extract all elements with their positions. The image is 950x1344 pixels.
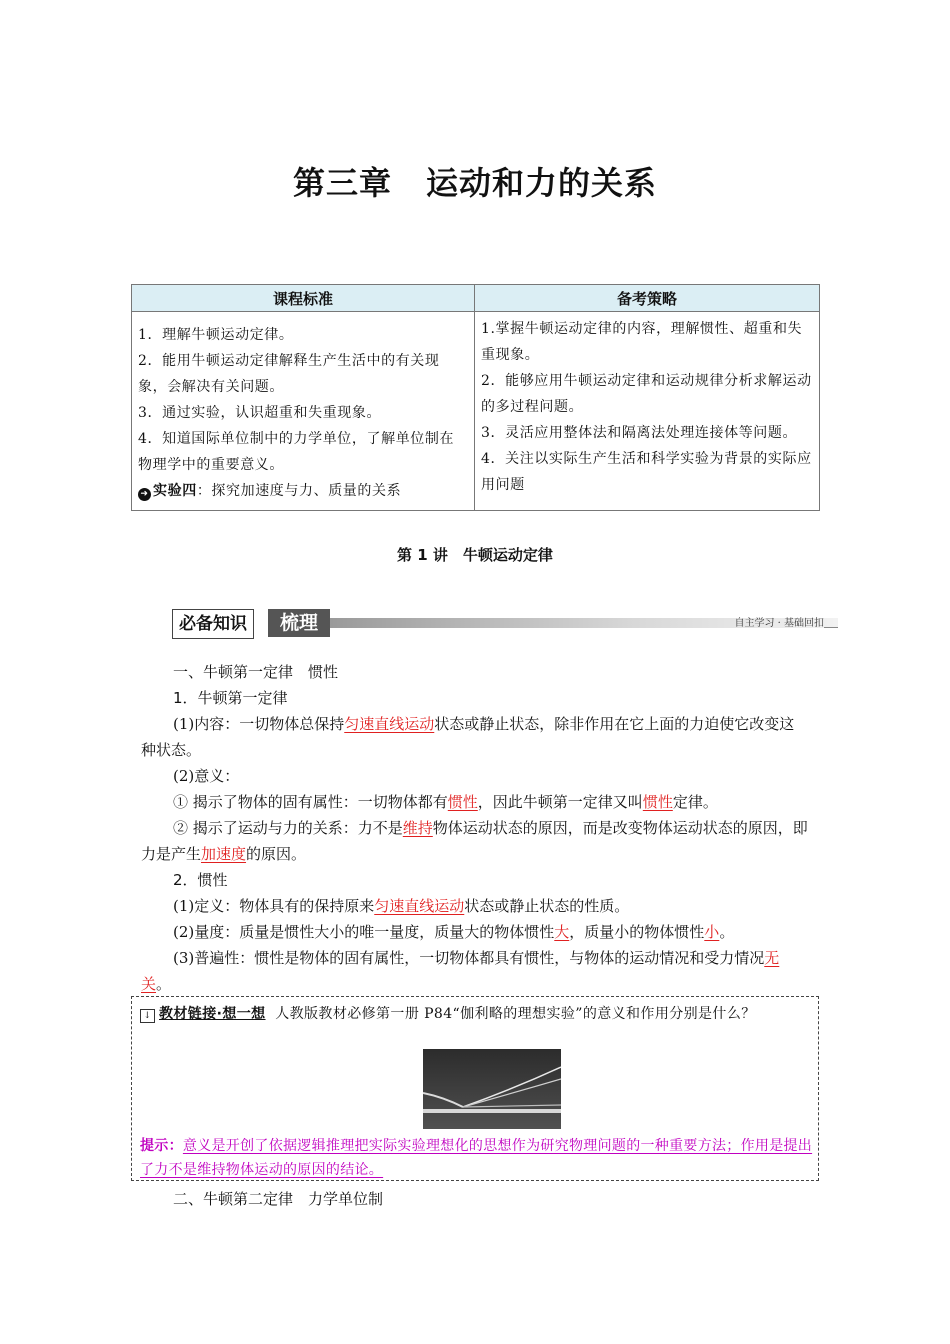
subheading-newton-first: 1．牛顿第一定律 xyxy=(173,689,288,707)
strategy-item: 3．灵活应用整体法和隔离法处理连接体等问题。 xyxy=(481,425,798,441)
paragraph-content: (1)内容：一切物体总保持匀速直线运动状态或静止状态，除非作用在它上面的力迫使它改变这种状态。 xyxy=(141,715,795,759)
answer-blank: 加速度 xyxy=(201,845,247,863)
strategy-item: 2．能够应用牛顿运动定律和运动规律分析求解运动的多过程问题。 xyxy=(481,373,812,415)
answer-blank: 小 xyxy=(704,923,720,941)
banner-highlight: 梳理 xyxy=(268,609,330,637)
lecture-title: 第 1 讲 牛顿运动定律 xyxy=(397,546,553,564)
standard-item: 4．知道国际单位制中的力学单位，了解单位制在物理学中的重要意义。 xyxy=(138,431,455,473)
answer-blank: 惯性 xyxy=(642,793,673,811)
paragraph-meaning-1: ① 揭示了物体的固有属性：一切物体都有惯性，因此牛顿第一定律又叫惯性定律。 xyxy=(173,793,718,811)
strategy-item: 1.掌握牛顿运动定律的内容，理解惯性、超重和失重现象。 xyxy=(481,321,803,363)
section-heading-2: 二、牛顿第二定律 力学单位制 xyxy=(173,1190,384,1208)
hint-text: 意义是开创了依据逻辑推理把实际实验理想化的思想作为研究物理问题的一种重要方法；作用是提出了力不是维持物体运动的原因的结论。 xyxy=(140,1138,813,1178)
experiment-item xyxy=(138,478,468,504)
answer-blank: 维持 xyxy=(402,819,433,837)
chapter-title xyxy=(0,158,950,204)
answer-blank: 匀速直线运动 xyxy=(374,897,465,915)
textbook-link-icon: ↓ xyxy=(140,1009,155,1023)
banner-rule xyxy=(824,627,838,628)
answer-blank: 大 xyxy=(554,923,570,941)
galileo-ramp-photo xyxy=(423,1049,561,1129)
subheading-inertia: 2．惯性 xyxy=(173,871,228,889)
banner-subtitle: 自主学习 · 基础回扣 xyxy=(734,618,824,629)
banner-label: 必备知识 xyxy=(172,609,254,639)
answer-blank: 惯性 xyxy=(447,793,478,811)
paragraph-meaning: (2)意义： xyxy=(173,767,240,785)
paragraph-definition: (1)定义：物体具有的保持原来匀速直线运动状态或静止状态的性质。 xyxy=(173,897,630,915)
hint-label: 提示： xyxy=(140,1138,183,1154)
curriculum-table xyxy=(131,284,820,511)
circled-arrow-icon: ➜ xyxy=(138,488,151,501)
strategy-cell xyxy=(475,312,820,511)
standards-cell xyxy=(132,312,475,511)
section-heading-1: 一、牛顿第一定律 惯性 xyxy=(173,663,339,681)
knowledge-body xyxy=(141,659,809,997)
table-header-strategy: 备考策略 xyxy=(475,285,820,312)
standard-item: 3．通过实验，认识超重和失重现象。 xyxy=(138,405,382,421)
experiment-label: 实验四 xyxy=(153,483,197,499)
answer-blank: 匀速直线运动 xyxy=(344,715,435,733)
link-question-text: 人教版教材必修第一册 P84“伽利略的理想实验”的意义和作用分别是什么？ xyxy=(275,1006,756,1022)
link-question xyxy=(140,1001,812,1027)
standard-item: 1．理解牛顿运动定律。 xyxy=(138,327,294,343)
textbook-link-box xyxy=(131,996,819,1181)
link-hint xyxy=(140,1134,816,1182)
experiment-text: ：探究加速度与力、质量的关系 xyxy=(196,483,402,499)
table-header-standards: 课程标准 xyxy=(132,285,475,312)
paragraph-universality: (3)普遍性：惯性是物体的固有属性，一切物体都具有惯性，与物体的运动情况和受力情况无关。 xyxy=(141,949,780,993)
standard-item: 2．能用牛顿运动定律解释生产生活中的有关现象，会解决有关问题。 xyxy=(138,353,440,395)
strategy-item: 4．关注以实际生产生活和科学实验为背景的实际应用问题 xyxy=(481,451,812,493)
answer-blank: 无关 xyxy=(141,949,780,993)
link-tag: 教材链接·想一想 xyxy=(159,1006,266,1022)
paragraph-measure: (2)量度：质量是惯性大小的唯一量度，质量大的物体惯性大，质量小的物体惯性小。 xyxy=(173,923,735,941)
section-banner xyxy=(172,609,838,639)
chapter-label: 第三章 xyxy=(292,164,392,202)
paragraph-meaning-2: ② 揭示了运动与力的关系：力不是维持物体运动状态的原因，而是改变物体运动状态的原因，即力是产生加速度的原因。 xyxy=(141,819,808,863)
chapter-name: 运动和力的关系 xyxy=(426,164,658,202)
